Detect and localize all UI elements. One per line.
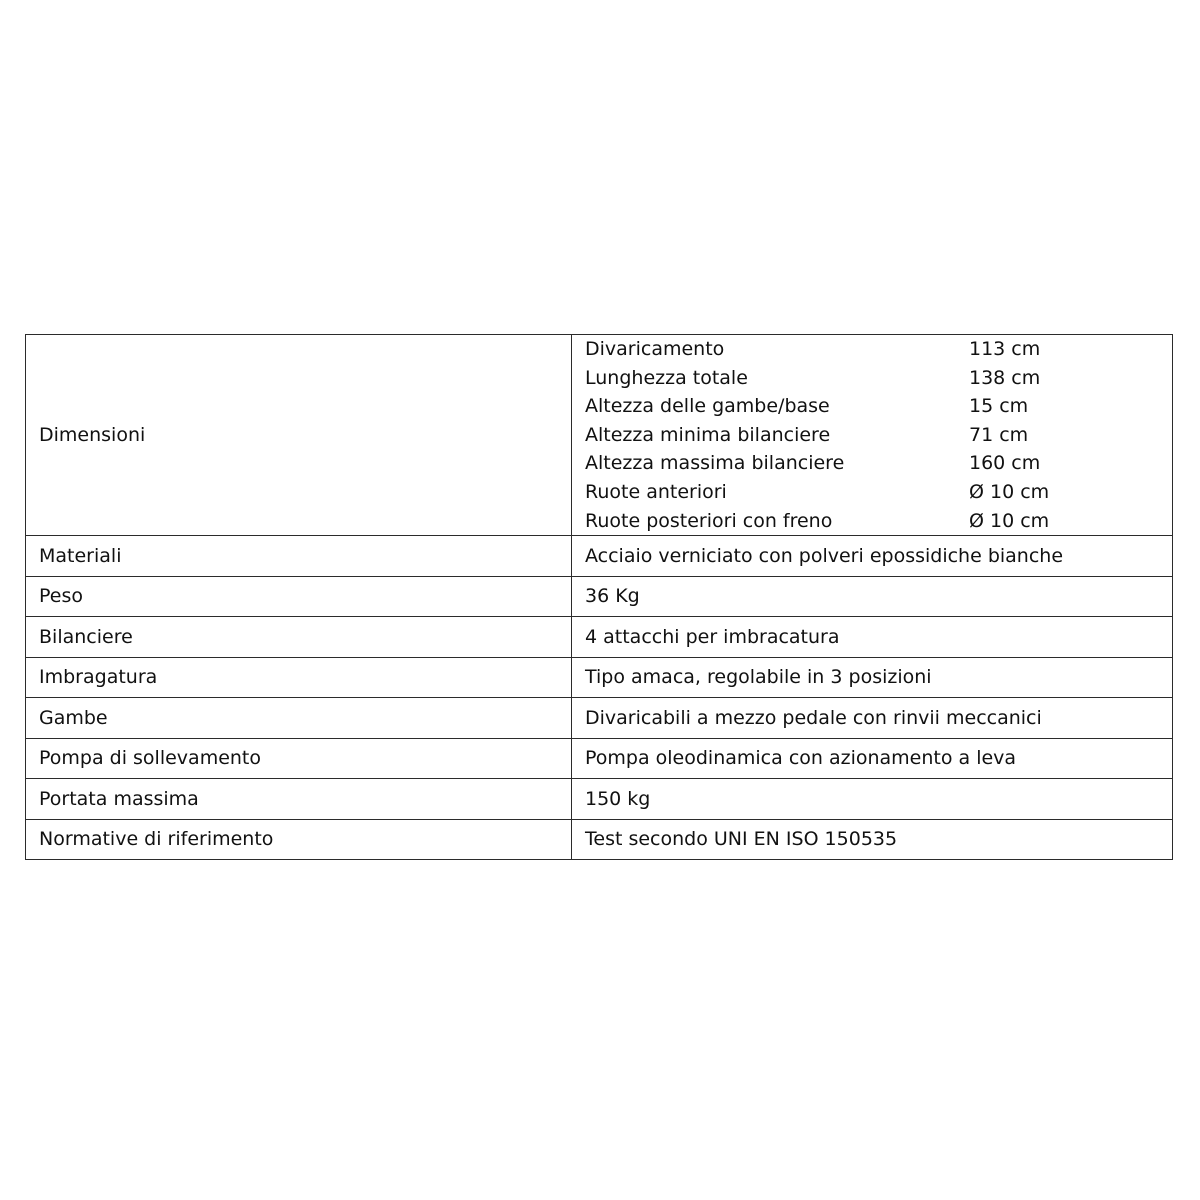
dimensions-list [585,335,1160,535]
dimension-value: 138 cm [969,366,1041,389]
dimension-value: 113 cm [969,338,1041,360]
dimension-value: 15 cm [969,395,1029,418]
dimension-value: 71 cm [969,423,1029,446]
row-value: 4 attacchi per imbracatura [572,617,1173,658]
row-label: Normative di riferimento [26,819,572,860]
table-row [26,617,1173,658]
dimension-item [585,449,1160,478]
row-label: Peso [26,576,572,617]
dimension-name: Lunghezza totale [585,366,748,389]
spec-table [25,334,1173,860]
dimension-name: Ruote anteriori [585,480,727,503]
row-value: Test secondo UNI EN ISO 150535 [572,819,1173,860]
dimension-name: Altezza massima bilanciere [585,452,845,475]
row-label: Dimensioni [26,335,572,536]
row-label: Pompa di sollevamento [26,738,572,779]
row-value: Tipo amaca, regolabile in 3 posizioni [572,657,1173,698]
table-row [26,819,1173,860]
dimension-name: Altezza delle gambe/base [585,395,830,418]
row-label: Portata massima [26,779,572,820]
dimension-item [585,421,1160,450]
row-value: Acciaio verniciato con polveri epossidiche bianche [572,536,1173,577]
row-value: Divaricabili a mezzo pedale con rinvii meccanici [572,698,1173,739]
table-row [26,738,1173,779]
table-row-dimensions [26,335,1173,536]
dimension-value: 160 cm [969,452,1041,475]
table-row [26,576,1173,617]
row-value [572,335,1173,536]
row-label: Materiali [26,536,572,577]
dimension-name: Altezza minima bilanciere [585,423,831,446]
dimension-name: Divaricamento [585,338,725,360]
dimension-value: Ø 10 cm [969,509,1050,532]
row-label: Imbragatura [26,657,572,698]
table-row [26,536,1173,577]
row-value: Pompa oleodinamica con azionamento a leva [572,738,1173,779]
dimension-item [585,364,1160,393]
dimension-item [585,392,1160,421]
row-value: 150 kg [572,779,1173,820]
dimension-item [585,335,1160,364]
row-value: 36 Kg [572,576,1173,617]
dimension-item [585,478,1160,507]
dimension-name: Ruote posteriori con freno [585,509,833,532]
table-row [26,698,1173,739]
row-label: Bilanciere [26,617,572,658]
dimension-item [585,507,1160,536]
table-row [26,657,1173,698]
dimension-value: Ø 10 cm [969,480,1050,503]
row-label: Gambe [26,698,572,739]
table-row [26,779,1173,820]
